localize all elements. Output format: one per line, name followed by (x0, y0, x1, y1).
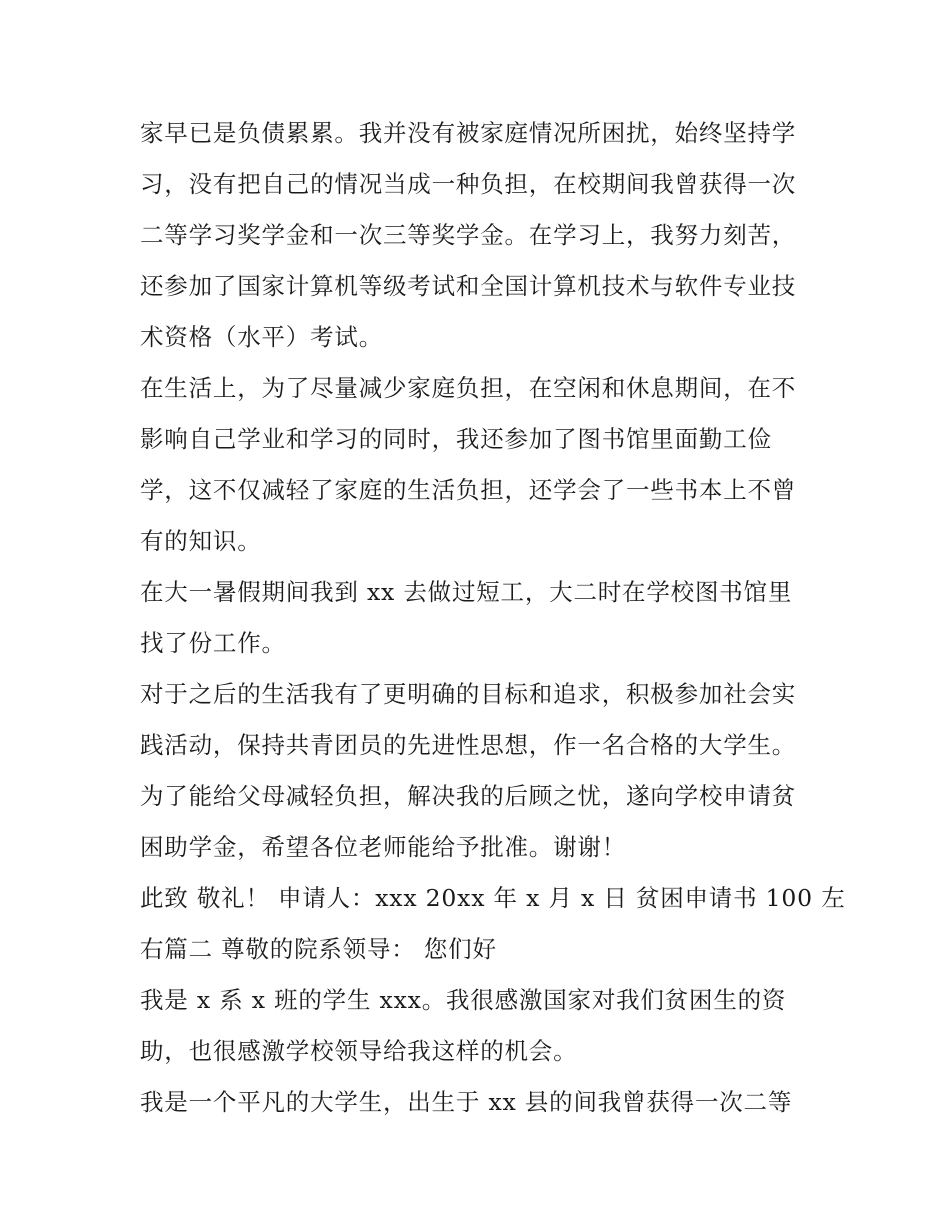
text-line: 有的知识。 (140, 527, 262, 555)
text-line: 我是 x 系 x 班的学生 xxx。我很感激国家对我们贫困生的资 (140, 986, 787, 1014)
text-line: 影响自己学业和学习的同时，我还参加了图书馆里面勤工俭 (140, 425, 772, 453)
text-line: 右篇二 尊敬的院系领导： 您们好 (140, 935, 497, 963)
text-line: 找了份工作。 (140, 629, 286, 657)
text-line: 还参加了国家计算机等级考试和全国计算机技术与软件专业技 (140, 272, 797, 300)
text-line: 在生活上，为了尽量减少家庭负担，在空闲和休息期间，在不 (140, 374, 797, 402)
text-line: 助，也很感激学校领导给我这样的机会。 (140, 1037, 578, 1065)
text-line: 困助学金，希望各位老师能给予批准。谢谢！ (140, 833, 626, 861)
text-line: 家早已是负债累累。我并没有被家庭情况所困扰，始终坚持学 (140, 119, 797, 147)
text-line: 此致 敬礼！ 申请人：xxx 20xx 年 x 月 x 日 贫困申请书 100 左 (140, 884, 846, 912)
text-line: 对于之后的生活我有了更明确的目标和追求，积极参加社会实 (140, 680, 797, 708)
text-line: 二等学习奖学金和一次三等奖学金。在学习上，我努力刻苦， (140, 221, 797, 249)
text-line: 为了能给父母减轻负担，解决我的后顾之忧，遂向学校申请贫 (140, 782, 797, 810)
text-line: 我是一个平凡的大学生，出生于 xx 县的间我曾获得一次二等 (140, 1088, 793, 1116)
text-line: 习，没有把自己的情况当成一种负担，在校期间我曾获得一次 (140, 170, 797, 198)
text-line: 学，这不仅减轻了家庭的生活负担，还学会了一些书本上不曾 (140, 476, 797, 504)
text-line: 践活动，保持共青团员的先进性思想，作一名合格的大学生。 (140, 731, 797, 759)
text-line: 在大一暑假期间我到 xx 去做过短工，大二时在学校图书馆里 (140, 578, 793, 606)
document-body (140, 108, 846, 1128)
text-line: 术资格（水平）考试。 (140, 323, 383, 351)
